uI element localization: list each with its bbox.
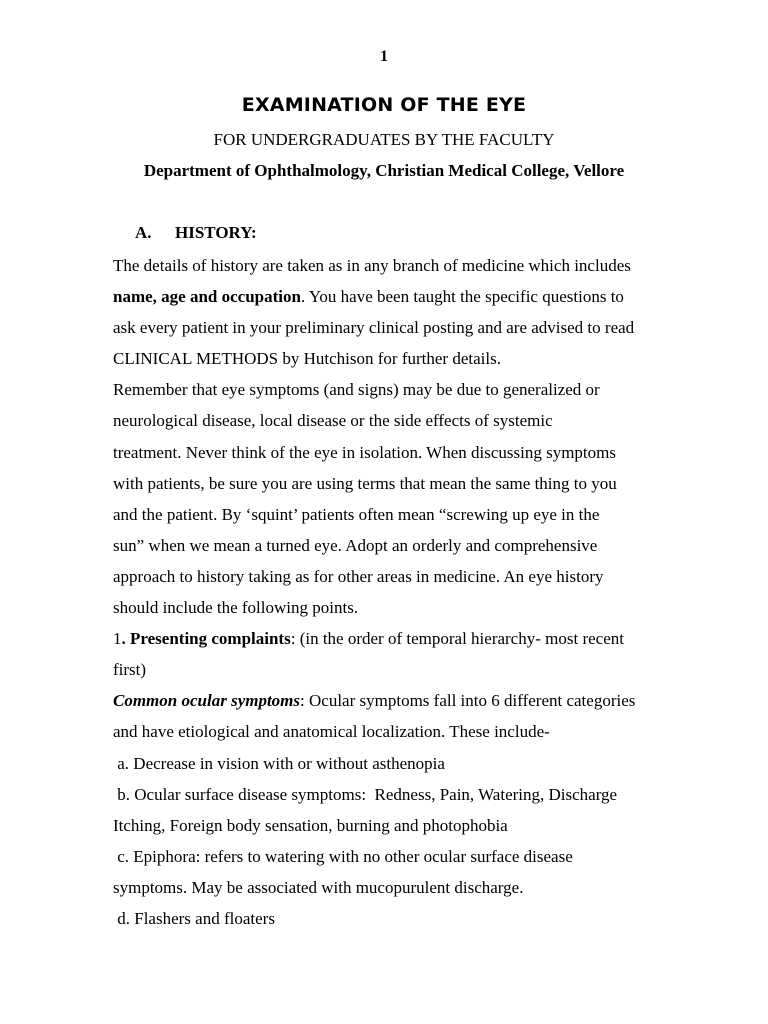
list-item-a: a. Decrease in vision with or without asthenopia xyxy=(113,753,445,773)
list-item-c: c. Epiphora: refers to watering with no other ocular surface disease xyxy=(113,846,573,866)
emphasis-text: name, age and occupation xyxy=(113,287,301,307)
text-line: neurological disease, local disease or the side effects of systemic xyxy=(113,411,553,431)
text-line: CLINICAL METHODS by Hutchison for further details. xyxy=(113,349,501,369)
text-line: Remember that eye symptoms (and signs) may be due to generalized or xyxy=(113,380,600,400)
text-line: Itching, Foreign body sensation, burning and photophobia xyxy=(113,815,508,835)
text-line: symptoms. May be associated with mucopurulent discharge. xyxy=(113,877,524,897)
department-line: Department of Ophthalmology, Christian Medical College, Vellore xyxy=(143,161,625,180)
text-line: should include the following points. xyxy=(113,598,359,618)
common-ocular-symptoms-heading: Common ocular symptoms xyxy=(113,691,301,711)
text-line xyxy=(113,281,673,312)
text-span: . You have been taught the specific questions to xyxy=(300,287,624,307)
text-line: sun” when we mean a turned eye. Adopt an orderly and comprehensive xyxy=(113,535,598,555)
text-span: : Ocular symptoms fall into 6 different categories xyxy=(300,691,636,711)
list-item-b: b. Ocular surface disease symptoms: Redness, Pain, Watering, Discharge xyxy=(113,784,618,804)
section-letter: A. xyxy=(135,223,152,242)
list-item-d: d. Flashers and floaters xyxy=(113,908,275,928)
document-subtitle: FOR UNDERGRADUATES BY THE FACULTY xyxy=(213,130,555,149)
text-line xyxy=(113,623,673,654)
section-heading-history xyxy=(135,222,257,244)
text-line xyxy=(113,685,673,716)
page-number: 1 xyxy=(380,48,388,65)
text-line: ask every patient in your preliminary clinical posting and are advised to read xyxy=(113,318,635,338)
text-line: with patients, be sure you are using terms that mean the same thing to you xyxy=(113,473,617,493)
text-line: and have etiological and anatomical localization. These include- xyxy=(113,722,550,742)
text-line: first) xyxy=(113,660,147,680)
text-span: : (in the order of temporal hierarchy- most recent xyxy=(290,629,624,649)
text-line: treatment. Never think of the eye in isolation. When discussing symptoms xyxy=(113,442,616,462)
document-title: EXAMINATION OF THE EYE xyxy=(241,94,527,116)
body-text xyxy=(113,250,673,934)
section-title: HISTORY: xyxy=(175,223,257,242)
text-line: and the patient. By ‘squint’ patients often mean “screwing up eye in the xyxy=(113,504,600,524)
text-line: approach to history taking as for other areas in medicine. An eye history xyxy=(113,566,604,586)
list-number: 1 xyxy=(113,629,122,649)
text-line: The details of history are taken as in any branch of medicine which includes xyxy=(113,256,631,275)
presenting-complaints-heading: . Presenting complaints xyxy=(121,629,291,649)
